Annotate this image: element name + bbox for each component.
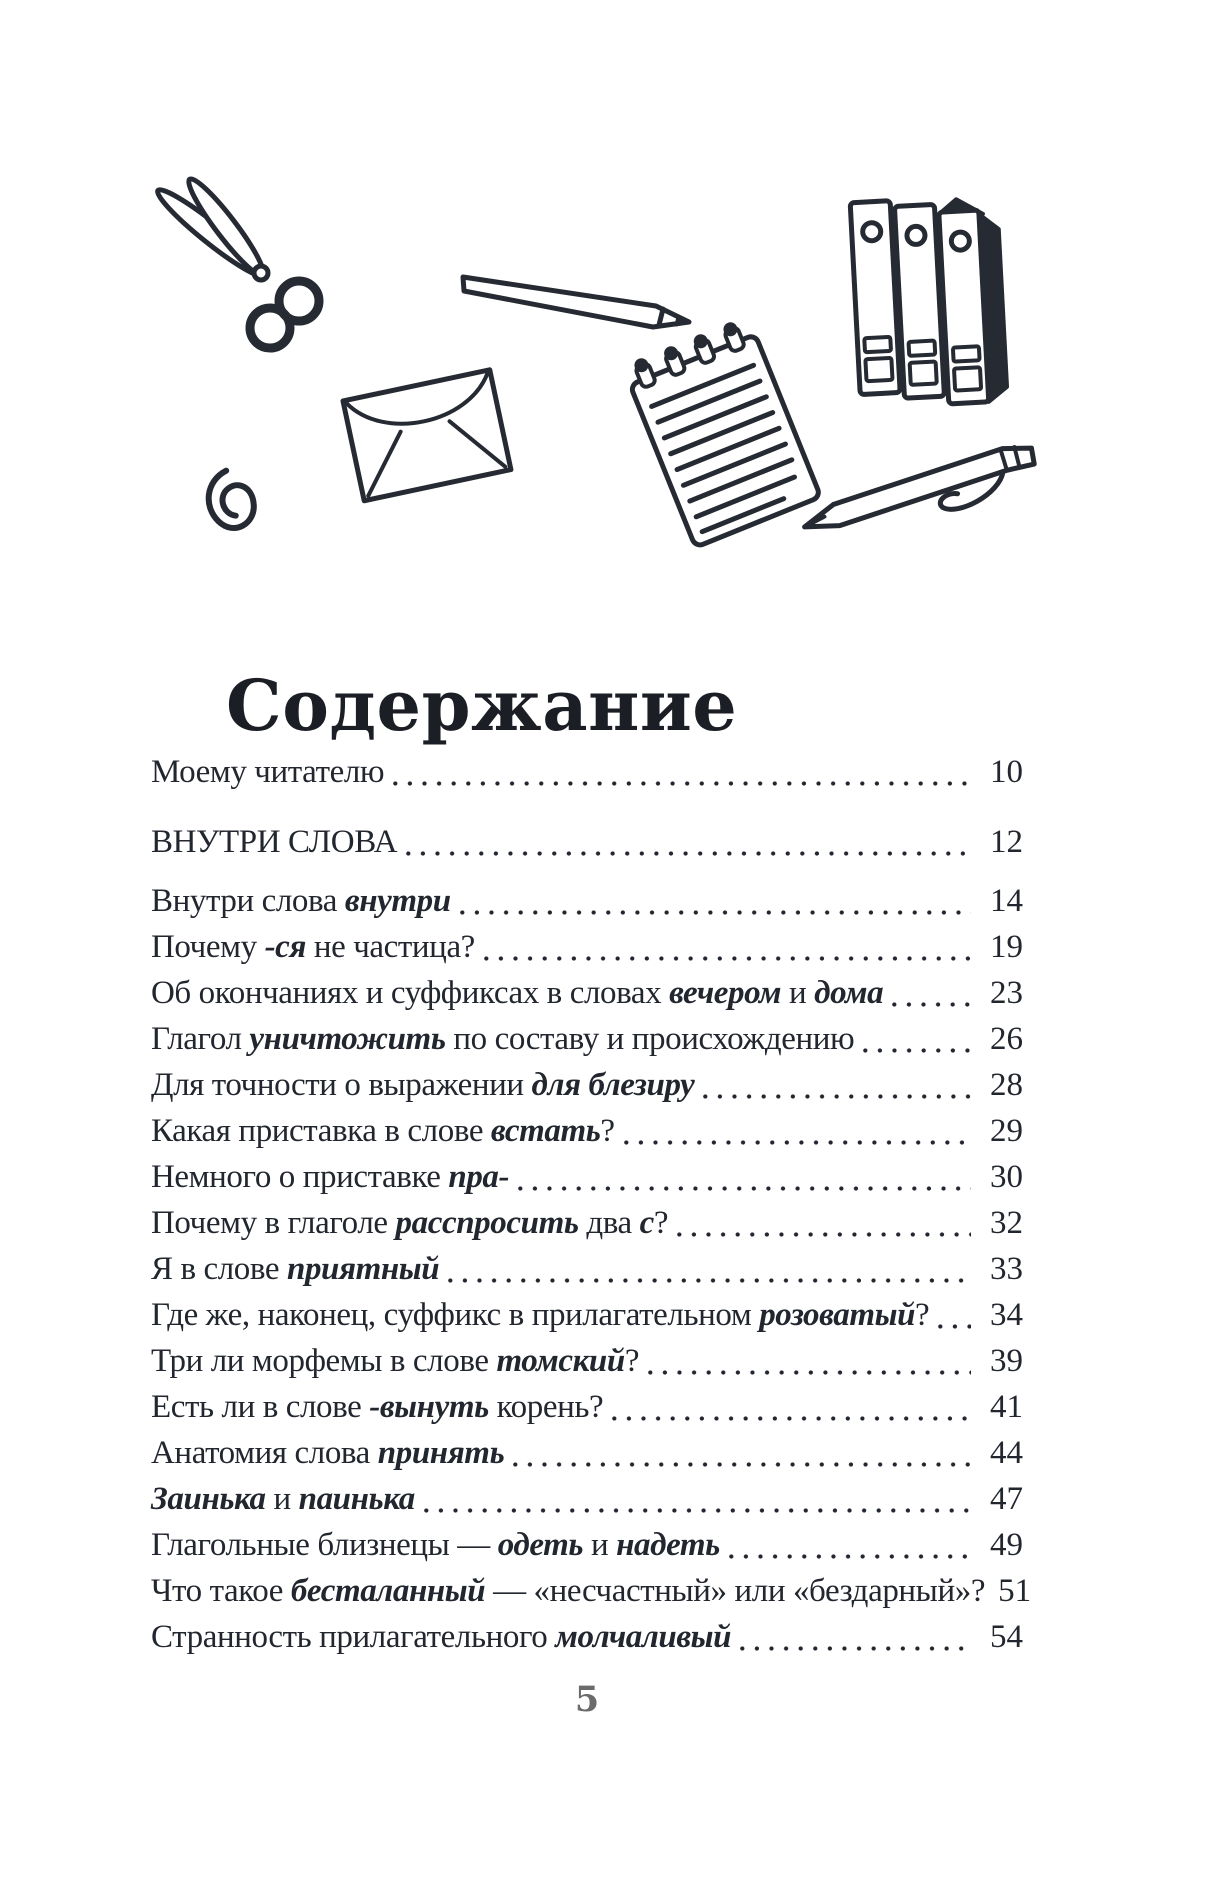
toc-entry-page: 41 <box>990 1389 1023 1425</box>
toc-entry-page: 39 <box>990 1343 1023 1379</box>
toc-entry-page: 10 <box>990 754 1023 790</box>
toc-entry-label: Странность прилагательного молчаливый <box>151 1619 732 1655</box>
toc-entry-label: Глагол уничтожить по составу и происхождению <box>151 1021 855 1057</box>
toc-entry-page: 33 <box>990 1251 1023 1287</box>
page-number: 5 <box>574 1679 600 1720</box>
toc-entry-page: 26 <box>990 1021 1023 1057</box>
toc-entry-label: Анатомия слова принять <box>151 1435 505 1471</box>
toc-entry-label: Где же, наконец, суффикс в прилагательном розоватый? <box>151 1297 930 1333</box>
toc-entry <box>151 1251 1023 1297</box>
toc-entry-label: Для точности о выражении для блезиру <box>151 1067 695 1103</box>
toc-entry-page: 54 <box>990 1619 1023 1655</box>
toc-entry <box>151 1573 1032 1619</box>
toc-entry-label: Немного о приставке пра- <box>151 1159 510 1195</box>
toc-entry <box>151 754 1023 800</box>
toc-entry <box>151 1527 1023 1573</box>
toc-entry-page: 34 <box>990 1297 1023 1333</box>
toc-entry-label: Есть ли в слове -вынуть корень? <box>151 1389 604 1425</box>
pencil-icon <box>463 277 689 327</box>
toc-entry <box>151 1435 1023 1481</box>
toc-entry-page: 51 <box>998 1573 1032 1609</box>
toc-entry-label: Об окончаниях и суффиксах в словах вечером и дома <box>151 975 884 1011</box>
toc-entry-page: 44 <box>990 1435 1023 1471</box>
toc-entry-label: Моему читателю <box>151 754 385 790</box>
toc-entry <box>151 1021 1023 1067</box>
toc-entry <box>151 1343 1023 1389</box>
toc-entry <box>151 1481 1023 1527</box>
toc-entry-page: 19 <box>990 929 1023 965</box>
toc-entry-page: 30 <box>990 1159 1023 1195</box>
toc-entry-label: Почему -ся не частица? <box>151 929 475 965</box>
envelope-icon <box>343 370 511 501</box>
toc-entry-page: 23 <box>990 975 1023 1011</box>
toc-entry <box>151 883 1023 929</box>
paperclip-icon <box>203 466 258 532</box>
binders-icon <box>850 195 1008 408</box>
scissors-icon <box>152 173 319 348</box>
page-title: Содержание <box>226 663 738 747</box>
toc-entry <box>151 1389 1023 1435</box>
toc-entry-label: Внутри слова внутри <box>151 883 451 919</box>
table-of-contents <box>151 754 1032 1665</box>
toc-entry-page: 32 <box>990 1205 1023 1241</box>
toc-entry <box>151 975 1023 1021</box>
toc-entry-label: Что такое бесталанный — «несчастный» или «бездарный»? <box>151 1573 986 1609</box>
toc-entry <box>151 1159 1023 1205</box>
toc-entry-label: Глагольные близнецы — одеть и надеть <box>151 1527 720 1563</box>
toc-entry <box>151 1619 1023 1665</box>
toc-entry <box>151 1297 1023 1343</box>
toc-entry-label: Какая приставка в слове встать? <box>151 1113 615 1149</box>
toc-entry <box>151 824 1023 870</box>
toc-entry-page: 29 <box>990 1113 1023 1149</box>
toc-entry-page: 14 <box>990 883 1023 919</box>
toc-entry <box>151 1205 1023 1251</box>
pen-icon <box>800 440 1038 553</box>
toc-entry-page: 49 <box>990 1527 1023 1563</box>
stationery-illustration <box>118 173 1038 555</box>
notepad-icon <box>623 317 821 547</box>
toc-entry-page: 28 <box>990 1067 1023 1103</box>
toc-entry-label: Три ли морфемы в слове томский? <box>151 1343 640 1379</box>
toc-entry-label: Заинька и паинька <box>151 1481 415 1517</box>
toc-entry-label: ВНУТРИ СЛОВА <box>151 824 398 860</box>
toc-entry-label: Я в слове приятный <box>151 1251 440 1287</box>
toc-entry-page: 47 <box>990 1481 1023 1517</box>
toc-entry-page: 12 <box>990 824 1023 860</box>
toc-entry <box>151 1067 1023 1113</box>
toc-entry <box>151 1113 1023 1159</box>
toc-entry <box>151 929 1023 975</box>
toc-entry-label: Почему в глаголе расспросить два с? <box>151 1205 669 1241</box>
